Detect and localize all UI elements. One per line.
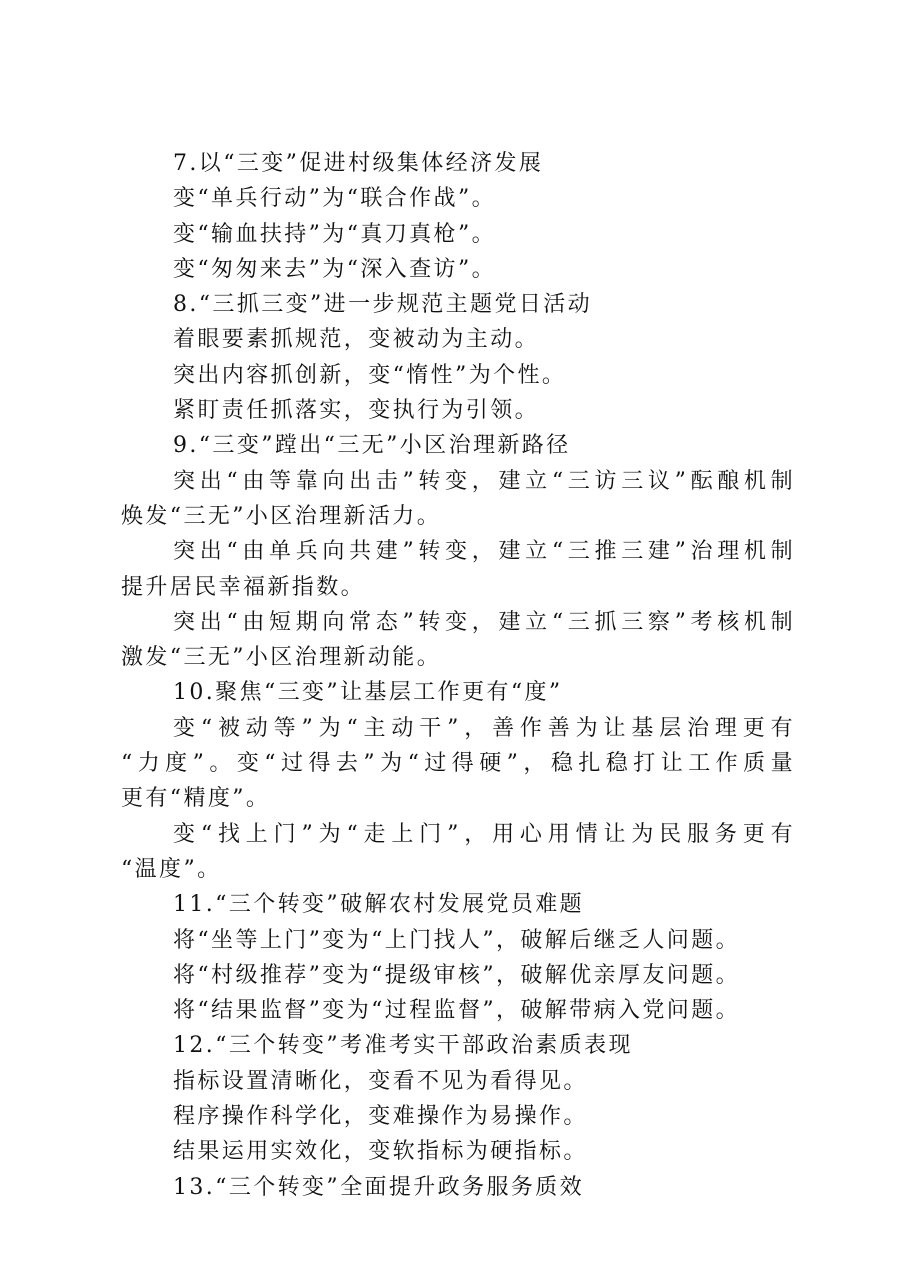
paragraph-continuation: “温度”。 bbox=[121, 856, 222, 882]
paragraph-line: 紧盯责任抓落实，变执行为引领。 bbox=[173, 398, 540, 424]
paragraph-line: 变“被动等”为“主动干”，善作善为让基层治理更有 bbox=[173, 715, 795, 741]
paragraph-line: 程序操作科学化，变难操作为易操作。 bbox=[173, 1104, 588, 1130]
paragraph-continuation: 焕发“三无”小区治理新活力。 bbox=[121, 503, 442, 529]
section-heading-8: 8.“三抓三变”进一步规范主题党日活动 bbox=[173, 292, 593, 318]
section-heading-10: 10.聚焦“三变”让基层工作更有“度” bbox=[173, 680, 563, 706]
paragraph-line: 将“坐等上门”变为“上门找人”，破解后继乏人问题。 bbox=[173, 927, 740, 953]
paragraph-continuation: 激发“三无”小区治理新动能。 bbox=[121, 645, 442, 671]
section-heading-9: 9.“三变”蹚出“三无”小区治理新路径 bbox=[173, 433, 571, 459]
paragraph-line: 突出“由单兵向共建”转变，建立“三推三建”治理机制 bbox=[173, 539, 795, 565]
paragraph-line: 突出“由等靠向出击”转变，建立“三访三议”酝酿机制 bbox=[173, 468, 795, 494]
paragraph-line: 突出“由短期向常态”转变，建立“三抓三察”考核机制 bbox=[173, 609, 795, 635]
paragraph-continuation: 提升居民幸福新指数。 bbox=[121, 574, 366, 600]
paragraph-line: 将“村级推荐”变为“提级审核”，破解优亲厚友问题。 bbox=[173, 962, 740, 988]
paragraph-line: 变“找上门”为“走上门”，用心用情让为民服务更有 bbox=[173, 821, 795, 847]
paragraph-line: 变“匆匆来去”为“深入查访”。 bbox=[173, 256, 496, 282]
paragraph-continuation: 更有“精度”。 bbox=[121, 786, 271, 812]
paragraph-line: 将“结果监督”变为“过程监督”，破解带病入党问题。 bbox=[173, 998, 740, 1024]
paragraph-line: 结果运用实效化，变软指标为硬指标。 bbox=[173, 1139, 588, 1165]
paragraph-line: 变“输血扶持”为“真刀真枪”。 bbox=[173, 221, 496, 247]
paragraph-line: 变“单兵行动”为“联合作战”。 bbox=[173, 186, 496, 212]
section-heading-11: 11.“三个转变”破解农村发展党员难题 bbox=[173, 892, 585, 918]
paragraph-continuation: “力度”。变“过得去”为“过得硬”，稳扎稳打让工作质量 bbox=[121, 751, 795, 777]
paragraph-line: 突出内容抓创新，变“惰性”为个性。 bbox=[173, 362, 567, 388]
document-body bbox=[121, 146, 795, 1205]
paragraph-line: 着眼要素抓规范，变被动为主动。 bbox=[173, 327, 540, 353]
section-heading-12: 12.“三个转变”考准考实干部政治素质表现 bbox=[173, 1033, 633, 1059]
paragraph-line: 指标设置清晰化，变看不见为看得见。 bbox=[173, 1068, 588, 1094]
section-heading-13: 13.“三个转变”全面提升政务服务质效 bbox=[173, 1174, 585, 1200]
section-heading-7: 7.以“三变”促进村级集体经济发展 bbox=[173, 151, 544, 176]
